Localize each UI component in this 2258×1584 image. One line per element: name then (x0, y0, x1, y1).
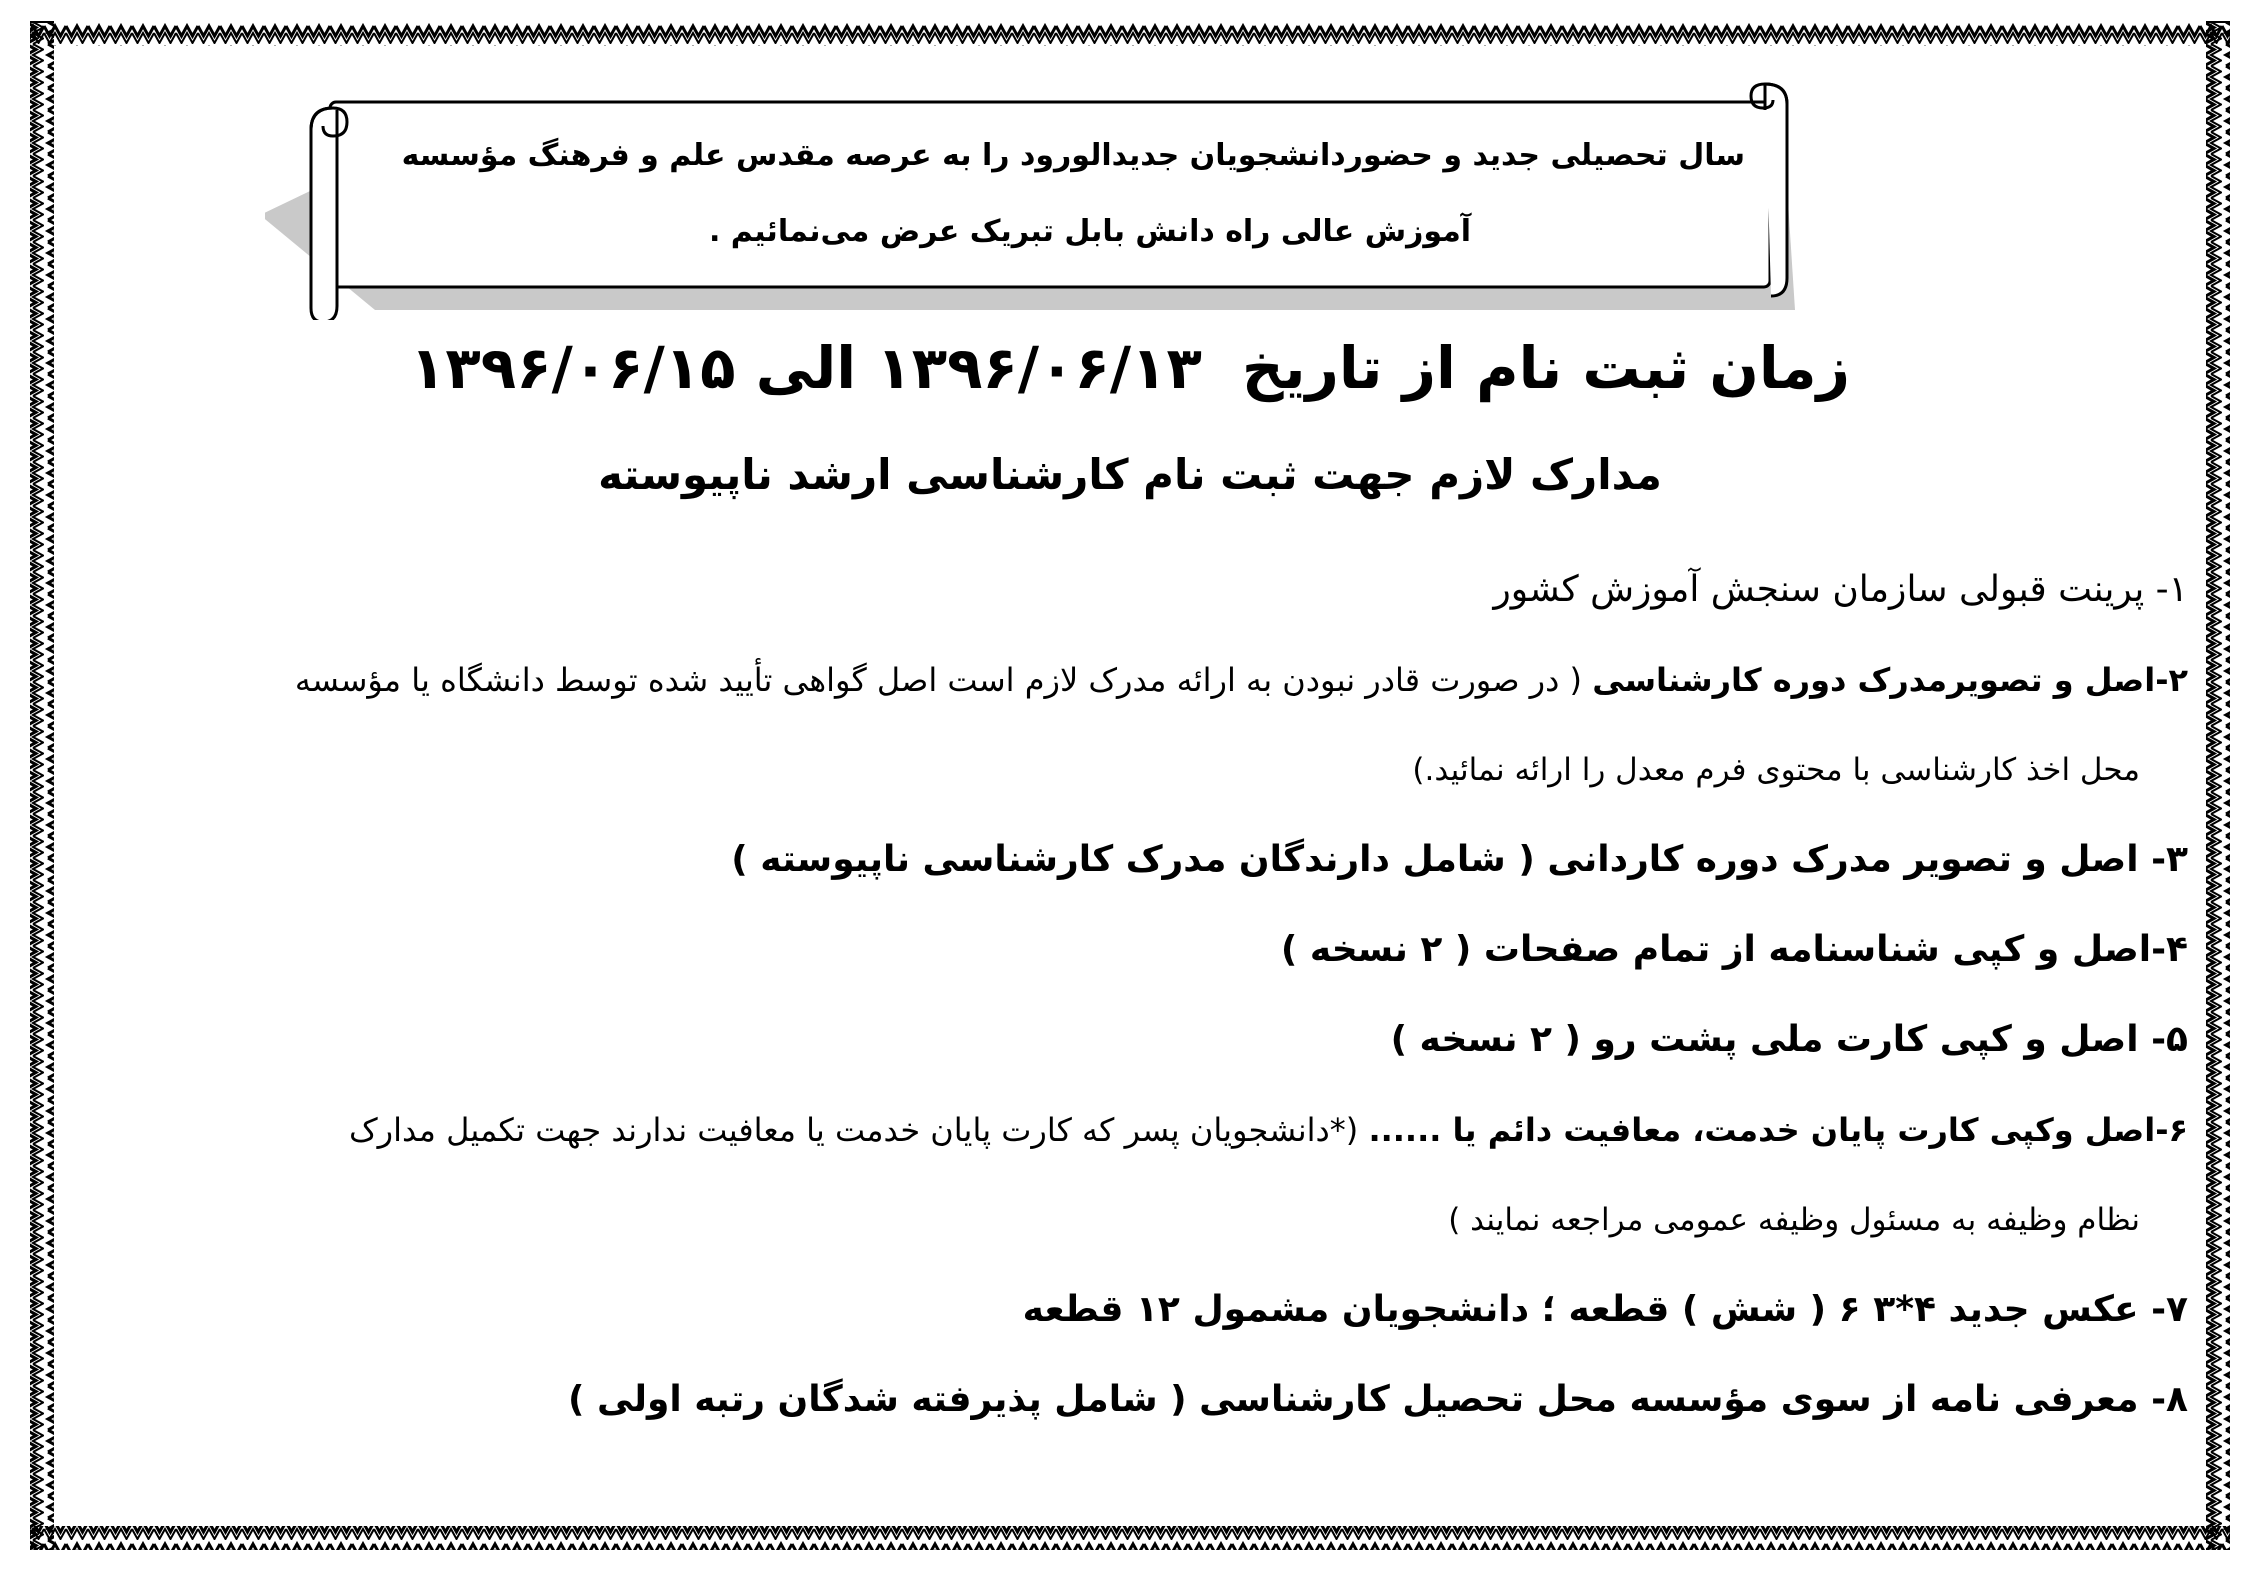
item-5-text: ۵- اصل و کپی کارت ملی پشت رو ( ۲ نسخه ) (1390, 1019, 2188, 1060)
item-4-text: ۴-اصل و کپی شناسنامه از تمام صفحات ( ۲ نسخه ) (1280, 929, 2188, 970)
list-item (48, 835, 2188, 885)
requirements-list (48, 565, 2188, 1465)
list-item (48, 1285, 2188, 1335)
registration-dates-heading (330, 328, 1930, 408)
list-item (48, 655, 2188, 795)
item-6-continuation: نظام وظیفه به مسئول وظیفه عمومی مراجعه نمایند ) (1448, 1202, 2140, 1238)
item-7-text: ۷- عکس جدید ۴*۳ ۶ ( شش ) قطعه ؛ دانشجویان مشمول ۱۲ قطعه (1022, 1289, 2188, 1330)
item-2-continuation: محل اخذ کارشناسی با محتوی فرم معدل را ارائه نمائید.) (1412, 752, 2140, 788)
item-1-text: ۱- پرینت قبولی سازمان سنجش آموزش کشور (1493, 569, 2188, 610)
documents-subheading: مدارک لازم جهت ثبت نام کارشناسی ارشد ناپیوسته (598, 450, 1662, 499)
item-6-title: ۶-اصل وکپی کارت پایان خدمت، معافیت دائم یا ...... (1368, 1111, 2188, 1149)
heading-to-date: ۱۳۹۶/۰۶/۱۵ (410, 334, 736, 402)
heading-label: زمان ثبت نام از تاریخ (1241, 334, 1850, 402)
list-item (48, 1375, 2188, 1425)
item-6-text: (*دانشجویان پسر که کارت پایان خدمت یا معافیت ندارند جهت تکمیل مدارک (349, 1111, 1369, 1149)
item-8-text: ۸- معرفی نامه از سوی مؤسسه محل تحصیل کارشناسی ( شامل پذیرفته شدگان رتبه اولی ) (568, 1379, 2188, 1420)
list-item (48, 925, 2188, 975)
list-item (48, 1105, 2188, 1245)
heading-connector: الی (755, 334, 857, 402)
banner-line-2: آموزش عالی راه دانش بابل تبریک عرض می‌نمائیم . (708, 214, 1472, 249)
list-item (48, 1015, 2188, 1065)
item-2-title: ۲-اصل و تصویرمدرک دوره کارشناسی (1592, 661, 2188, 699)
item-3-text: ۳- اصل و تصویر مدرک دوره کاردانی ( شامل دارندگان مدرک کارشناسی ناپیوسته ) (731, 839, 2188, 880)
item-2-text: ( در صورت قادر نبودن به ارائه مدرک لازم است اصل گواهی تأیید شده توسط دانشگاه یا مؤسسه (294, 661, 1593, 699)
heading-from-date: ۱۳۹۶/۰۶/۱۳ (876, 334, 1202, 402)
banner-line-1: سال تحصیلی جدید و حضوردانشجویان جدیدالورود را به عرصه مقدس علم و فرهنگ مؤسسه (401, 138, 1745, 173)
list-item (48, 565, 2188, 615)
